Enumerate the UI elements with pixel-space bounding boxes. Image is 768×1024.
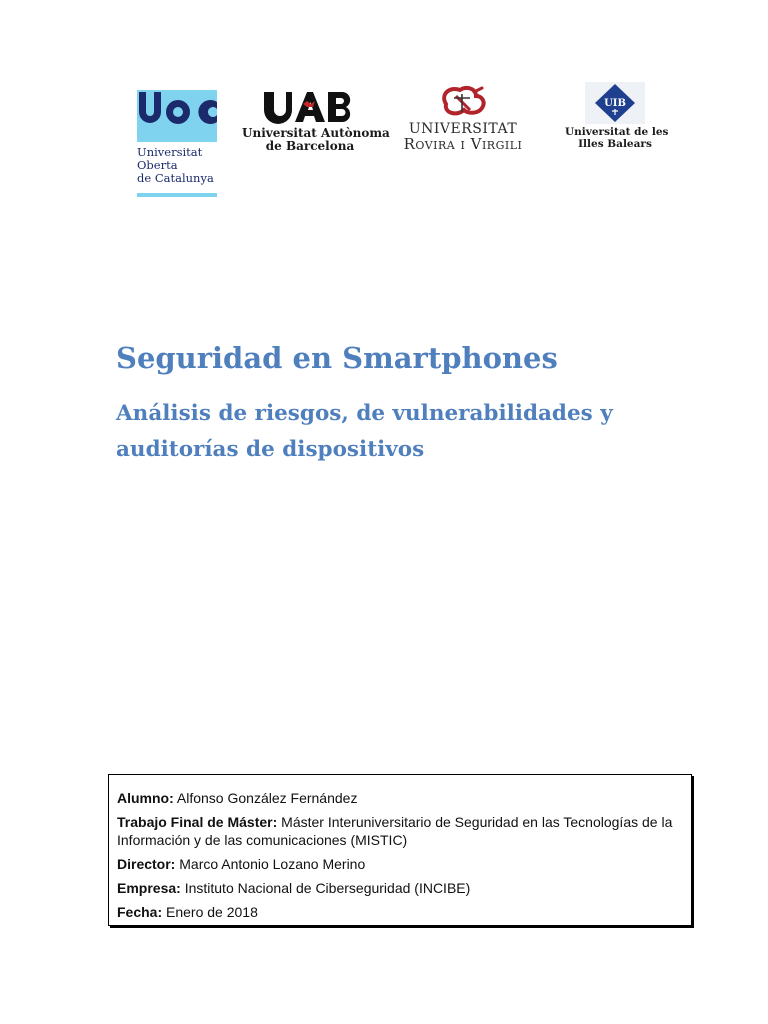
urv-logo: [398, 84, 528, 160]
tfm-label: Trabajo Final de Máster:: [117, 814, 278, 830]
uab-logo: [242, 90, 390, 160]
alumno-value: Alfonso González Fernández: [176, 790, 358, 806]
empresa-value: Instituto Nacional de Ciberseguridad (INCIBE): [184, 880, 471, 896]
uib-name: Universitat de les Illes Balears: [565, 126, 669, 150]
svg-text:UIB: UIB: [604, 98, 626, 109]
fecha-label: Fecha:: [117, 904, 163, 920]
uoc-mark: [137, 90, 217, 142]
uoc-logo: [137, 90, 217, 200]
alumno-label: Alumno:: [117, 790, 174, 806]
urv-name: UNIVERSITAT Rovira i Virgili: [403, 121, 523, 153]
fecha-value: Enero de 2018: [166, 904, 258, 920]
university-logos: [0, 0, 768, 210]
project-info-box: [108, 774, 692, 926]
info-row-director: [117, 855, 685, 873]
director-value: Marco Antonio Lozano Merino: [179, 856, 366, 872]
document-title: Seguridad en Smartphones: [116, 341, 558, 375]
info-row-empresa: [117, 879, 685, 897]
subtitle-line-2: auditorías de dispositivos: [116, 437, 425, 462]
info-row-fecha: [117, 903, 685, 921]
subtitle-line-1: Análisis de riesgos, de vulnerabilidades y: [116, 401, 613, 426]
empresa-label: Empresa:: [117, 880, 181, 896]
uoc-underline: [137, 193, 217, 197]
info-row-tfm: [117, 813, 685, 849]
uib-logo: [565, 82, 669, 156]
uib-mark: [585, 82, 645, 124]
document-subtitle: [116, 396, 716, 468]
uoc-name: Universitat Oberta de Catalunya: [137, 145, 214, 185]
director-label: Director:: [117, 856, 176, 872]
urv-mark: [436, 84, 490, 120]
info-row-alumno: [117, 789, 685, 807]
tfm-value: Máster Interuniversitario de Seguridad en las Tecnologías de la Información y de las comunicaciones (MISTIC): [117, 814, 673, 848]
uab-name: Universitat Autònoma de Barcelona: [242, 126, 390, 153]
uab-mark: [262, 90, 358, 124]
